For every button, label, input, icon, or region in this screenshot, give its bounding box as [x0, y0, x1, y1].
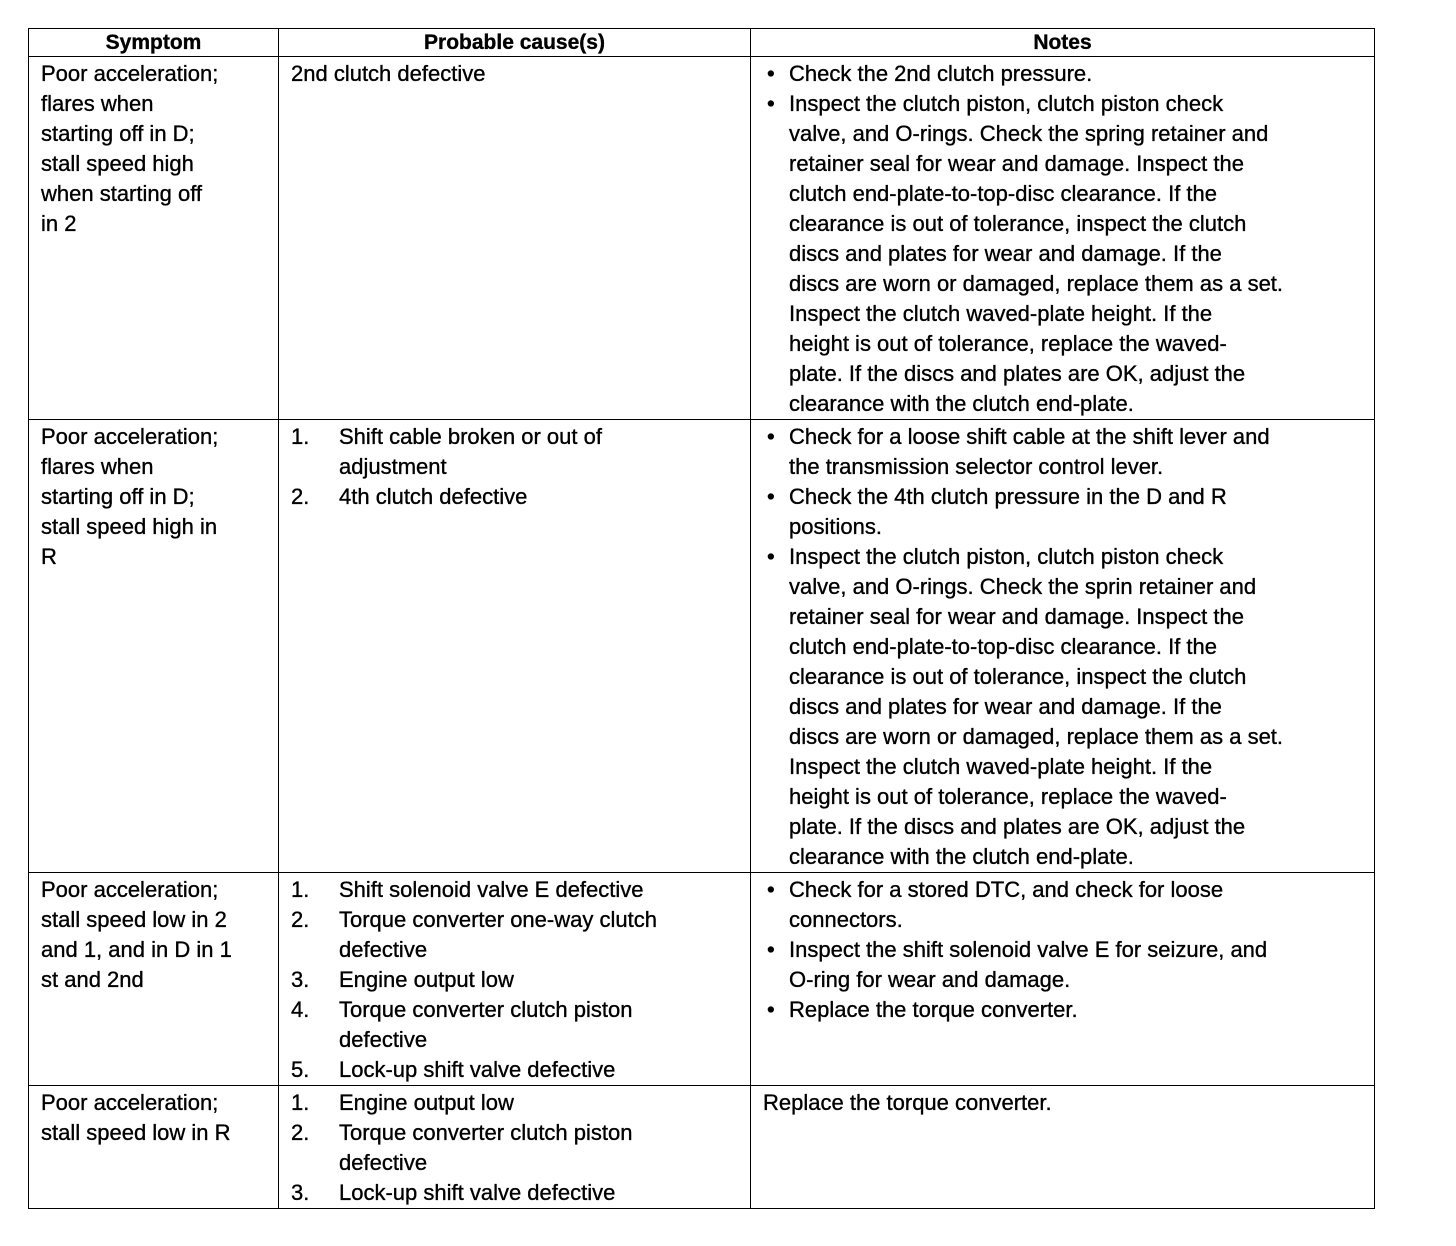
- cause-item: [291, 482, 742, 512]
- note-bullet-item: [763, 875, 1366, 935]
- text-line: Inspect the clutch waved-plate height. If the: [789, 301, 1213, 326]
- note-text: [789, 935, 1267, 995]
- bullet-icon: •: [767, 997, 775, 1022]
- text-line: plate. If the discs and plates are OK, adjust the: [789, 814, 1246, 839]
- text-line: O-ring for wear and damage.: [789, 967, 1071, 992]
- causes-cell: [279, 420, 751, 873]
- text-line: clearance with the clutch end-plate.: [789, 391, 1134, 416]
- table-row: [29, 420, 1375, 873]
- cause-item: [291, 875, 742, 905]
- symptom-cell: [29, 420, 279, 873]
- cause-number: 3.: [291, 1180, 310, 1205]
- notes-cell: [751, 420, 1375, 873]
- note-text: [789, 59, 1092, 89]
- text-line: valve, and O-rings. Check the sprin retainer and: [789, 574, 1257, 599]
- text-line: plate. If the discs and plates are OK, adjust the: [789, 361, 1246, 386]
- cause-text: [339, 1088, 514, 1118]
- text-line: Inspect the clutch piston, clutch piston check: [789, 544, 1224, 569]
- note-text: [789, 995, 1078, 1025]
- note-text: [789, 542, 1283, 872]
- text-line: clutch end-plate-to-top-disc clearance. If the: [789, 634, 1218, 659]
- text-line: stall speed low in 2: [41, 907, 227, 932]
- text-line: Inspect the shift solenoid valve E for seizure, and: [789, 937, 1268, 962]
- header-probable-causes: Probable cause(s): [279, 29, 751, 57]
- bullet-icon: •: [767, 877, 775, 902]
- cause-text: [339, 965, 514, 995]
- text-line: discs are worn or damaged, replace them as a set.: [789, 724, 1284, 749]
- cause-text: [339, 995, 633, 1055]
- text-line: stall speed high: [41, 151, 194, 176]
- bullet-icon: •: [767, 484, 775, 509]
- text-line: Poor acceleration;: [41, 424, 219, 449]
- cause-item: [291, 1088, 742, 1118]
- text-line: Inspect the clutch waved-plate height. If the: [789, 754, 1213, 779]
- bullet-icon: •: [767, 61, 775, 86]
- notes-cell: [751, 1086, 1375, 1209]
- text-line: Engine output low: [339, 967, 514, 992]
- causes-cell: [279, 57, 751, 420]
- text-line: flares when: [41, 91, 154, 116]
- cause-number: 2.: [291, 907, 310, 932]
- text-line: clearance with the clutch end-plate.: [789, 844, 1134, 869]
- cause-item: [291, 422, 742, 482]
- text-line: retainer seal for wear and damage. Inspect the: [789, 604, 1244, 629]
- cause-item: [291, 905, 742, 965]
- note-text: [789, 875, 1223, 935]
- notes-cell: [751, 57, 1375, 420]
- text-line: Check for a stored DTC, and check for loose: [789, 877, 1224, 902]
- text-line: Check the 4th clutch pressure in the D and R: [789, 484, 1227, 509]
- bullet-icon: •: [767, 91, 775, 116]
- table-row: [29, 1086, 1375, 1209]
- text-line: Lock-up shift valve defective: [339, 1057, 616, 1082]
- text-line: Poor acceleration;: [41, 877, 219, 902]
- note-bullet-item: [763, 89, 1366, 419]
- symptom-cell: [29, 873, 279, 1086]
- note-text: [789, 422, 1270, 482]
- text-line: clearance is out of tolerance, inspect the clutch: [789, 211, 1247, 236]
- text-line: R: [41, 544, 57, 569]
- text-line: discs and plates for wear and damage. If the: [789, 241, 1222, 266]
- text-line: Poor acceleration;: [41, 61, 219, 86]
- text-line: Replace the torque converter.: [763, 1090, 1052, 1115]
- note-bullet-item: [763, 482, 1366, 542]
- table-row: [29, 57, 1375, 420]
- text-line: the transmission selector control lever.: [789, 454, 1164, 479]
- causes-cell: [279, 873, 751, 1086]
- cause-number: 1.: [291, 1090, 310, 1115]
- text-line: when starting off: [41, 181, 203, 206]
- text-line: starting off in D;: [41, 484, 195, 509]
- cause-number: 2.: [291, 1120, 310, 1145]
- cause-item: [291, 1178, 742, 1208]
- cause-number: 2.: [291, 484, 310, 509]
- cause-item: [291, 1055, 742, 1085]
- text-line: adjustment: [339, 454, 447, 479]
- table-row: [29, 873, 1375, 1086]
- cause-number: 5.: [291, 1057, 310, 1082]
- text-line: height is out of tolerance, replace the waved-: [789, 331, 1227, 356]
- note-text: [789, 89, 1283, 419]
- text-line: and 1, and in D in 1: [41, 937, 232, 962]
- header-row: [29, 29, 1375, 57]
- text-line: Torque converter clutch piston: [339, 1120, 633, 1145]
- text-line: st and 2nd: [41, 967, 144, 992]
- text-line: clutch end-plate-to-top-disc clearance. If the: [789, 181, 1218, 206]
- text-line: valve, and O-rings. Check the spring retainer and: [789, 121, 1269, 146]
- symptom-cell: [29, 57, 279, 420]
- cause-number: 3.: [291, 967, 310, 992]
- cause-text: [339, 875, 644, 905]
- symptom-cell: [29, 1086, 279, 1209]
- cause-text: [339, 1178, 615, 1208]
- cause-item: [291, 965, 742, 995]
- text-line: retainer seal for wear and damage. Inspect the: [789, 151, 1244, 176]
- text-line: Check the 2nd clutch pressure.: [789, 61, 1093, 86]
- text-line: Shift cable broken or out of: [339, 424, 602, 449]
- text-line: Replace the torque converter.: [789, 997, 1078, 1022]
- note-bullet-item: [763, 935, 1366, 995]
- text-line: Engine output low: [339, 1090, 514, 1115]
- notes-cell: [751, 873, 1375, 1086]
- cause-text: [339, 1118, 633, 1178]
- text-line: defective: [339, 1027, 428, 1052]
- text-line: connectors.: [789, 907, 903, 932]
- troubleshooting-table: [28, 28, 1375, 1209]
- text-line: clearance is out of tolerance, inspect the clutch: [789, 664, 1247, 689]
- note-bullet-item: [763, 542, 1366, 872]
- text-line: 4th clutch defective: [339, 484, 528, 509]
- cause-text: [339, 1055, 615, 1085]
- text-line: 2nd clutch defective: [291, 61, 486, 86]
- text-line: positions.: [789, 514, 882, 539]
- text-line: Check for a loose shift cable at the shift lever and: [789, 424, 1270, 449]
- text-line: Torque converter one-way clutch: [339, 907, 657, 932]
- cause-item: [291, 995, 742, 1055]
- text-line: stall speed low in R: [41, 1120, 231, 1145]
- note-bullet-item: [763, 59, 1366, 89]
- cause-item: [291, 1118, 742, 1178]
- note-text: [789, 482, 1227, 542]
- text-line: discs and plates for wear and damage. If the: [789, 694, 1222, 719]
- causes-cell: [279, 1086, 751, 1209]
- cause-number: 4.: [291, 997, 310, 1022]
- text-line: in 2: [41, 211, 77, 236]
- bullet-icon: •: [767, 544, 775, 569]
- text-line: stall speed high in: [41, 514, 218, 539]
- text-line: flares when: [41, 454, 154, 479]
- text-line: Torque converter clutch piston: [339, 997, 633, 1022]
- note-bullet-item: [763, 995, 1366, 1025]
- cause-text: [339, 422, 602, 482]
- cause-text: [339, 482, 527, 512]
- text-line: defective: [339, 937, 428, 962]
- text-line: defective: [339, 1150, 428, 1175]
- text-line: discs are worn or damaged, replace them as a set.: [789, 271, 1284, 296]
- note-bullet-item: [763, 422, 1366, 482]
- text-line: Poor acceleration;: [41, 1090, 219, 1115]
- text-line: Inspect the clutch piston, clutch piston check: [789, 91, 1224, 116]
- text-line: starting off in D;: [41, 121, 195, 146]
- text-line: Shift solenoid valve E defective: [339, 877, 644, 902]
- text-line: height is out of tolerance, replace the waved-: [789, 784, 1227, 809]
- bullet-icon: •: [767, 937, 775, 962]
- cause-number: 1.: [291, 877, 310, 902]
- cause-text: [339, 905, 657, 965]
- header-symptom: Symptom: [29, 29, 279, 57]
- text-line: Lock-up shift valve defective: [339, 1180, 616, 1205]
- header-notes: Notes: [751, 29, 1375, 57]
- cause-number: 1.: [291, 424, 310, 449]
- bullet-icon: •: [767, 424, 775, 449]
